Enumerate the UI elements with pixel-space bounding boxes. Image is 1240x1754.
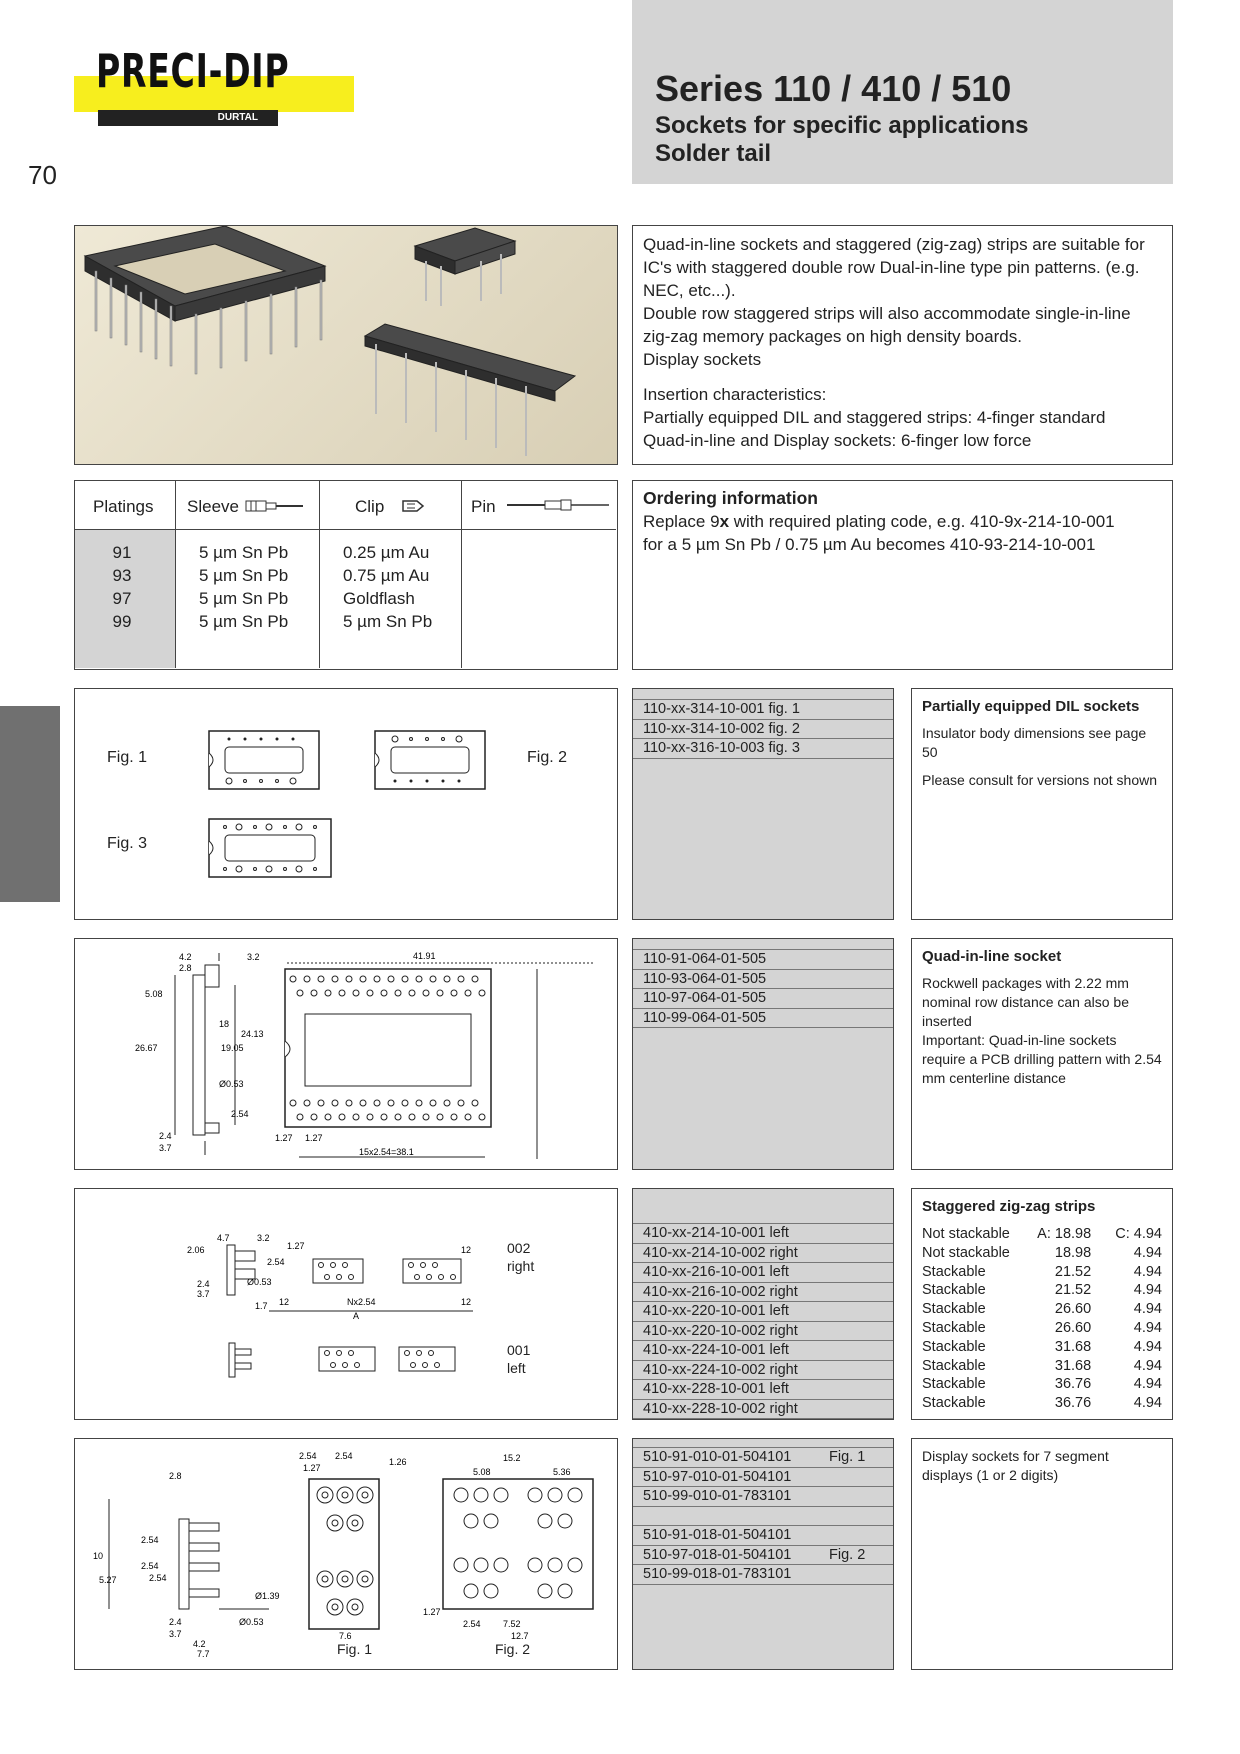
section1-title: Partially equipped DIL sockets [922,698,1140,715]
section2-d2: Important: Quad-in-line sockets require a PCB drilling pattern with 2.54 mm centerline distance [922,1032,1162,1086]
code-row: 410-xx-214-10-001 left [633,1223,893,1244]
dim-label: 10 [93,1551,104,1561]
qil-top-view [275,949,615,1169]
fig-ref: Fig. 1 [829,1449,866,1465]
spec-c: 4.94 [1133,1319,1162,1336]
spec-label: Stackable [922,1338,986,1355]
label-001: 001 [507,1342,531,1358]
dim-label: Ø0.53 [247,1277,272,1287]
dim-label: 4.2 [179,952,192,962]
code-text: 510-99-018-01-783101 [643,1566,792,1582]
header-clip: Clip [355,497,385,516]
dim-label: 12 [279,1297,290,1307]
code-row [633,1468,893,1488]
dim-label: 2.54 [299,1451,317,1461]
label-right: right [507,1258,535,1274]
dim-label: 3.7 [159,1143,172,1153]
section1-figure-box [74,688,618,920]
dim-label: 24.13 [241,1029,264,1039]
header-sleeve: Sleeve [187,497,239,516]
ordering-text: Replace 9 [643,512,720,531]
code-row: 110-97-064-01-505 [633,989,893,1009]
plating-clip: 0.25 µm Au [343,543,430,562]
dim-label: 4.2 [193,1639,206,1649]
dim-label: 1.27 [423,1607,441,1617]
dim-label: 12 [461,1245,472,1255]
section2-codes [632,938,894,1170]
code-row [633,1526,893,1546]
dim-label: 15.2 [503,1453,521,1463]
spec-row [922,1375,1162,1394]
spec-label: Stackable [922,1376,986,1393]
code-text: 510-97-018-01-504101 [643,1546,792,1563]
code-row: 410-xx-216-10-002 right [633,1283,893,1303]
dim-label: 1.27 [303,1463,321,1473]
spec-c: 4.94 [1133,1357,1162,1374]
table-divider [75,529,616,530]
code-row: 410-xx-224-10-001 left [633,1341,893,1361]
dim-label: 2.8 [179,963,192,973]
dim-label: 19.05 [221,1043,244,1053]
spec-label: Stackable [922,1263,986,1280]
code-row [633,1487,893,1507]
section1-codes [632,688,894,920]
plating-code: 97 [112,589,132,608]
spec-row [922,1225,1162,1244]
spec-c: 4.94 [1133,1282,1162,1299]
dim-label: 1.7 [255,1301,268,1311]
code-row [633,1447,893,1468]
dim-label: 5.36 [553,1467,571,1477]
intro-p5: Partially equipped DIL and staggered strips: 4-finger standard [643,408,1106,427]
code-row: 110-91-064-01-505 [633,949,893,970]
pin-icon [505,498,613,512]
code-row: 410-xx-224-10-002 right [633,1361,893,1381]
spec-a: 18.98 [1054,1244,1092,1261]
intro-panel [632,225,1173,465]
side-tab [0,706,60,902]
spec-c: 4.94 [1133,1263,1162,1280]
fig1-label: Fig. 1 [107,749,148,766]
spec-a: 21.52 [1054,1263,1092,1280]
section3-codes [632,1188,894,1420]
section4-desc [911,1438,1173,1670]
dim-label: 2.4 [169,1617,182,1627]
spec-a: 26.60 [1054,1319,1092,1336]
plating-sleeve: 5 µm Sn Pb [199,543,289,562]
dim-label: 2.54 [267,1257,285,1267]
qil-side-view [135,945,275,1165]
spec-a: 36.76 [1054,1376,1092,1393]
spec-a: 26.60 [1054,1301,1092,1318]
section2-title: Quad-in-line socket [922,948,1062,965]
product-photo [74,225,618,465]
spec-label: Stackable [922,1395,986,1412]
dim-label: 7.52 [503,1619,521,1629]
ordering-x: x [719,512,730,531]
plating-clip: 5 µm Sn Pb [343,612,433,631]
code-row: 410-xx-216-10-001 left [633,1263,893,1283]
spec-row [922,1338,1162,1357]
spec-row [922,1263,1162,1282]
brand-sub: DURTAL [98,110,278,126]
spec-c: 4.94 [1133,1301,1162,1318]
spec-label: Stackable [922,1301,986,1318]
section3-title: Staggered zig-zag strips [922,1198,1096,1215]
dim-label: 2.8 [169,1471,182,1481]
dim-label: Ø0.53 [239,1617,264,1627]
plating-sleeve: 5 µm Sn Pb [199,589,289,608]
spec-c: 4.94 [1133,1338,1162,1355]
code-row: 410-xx-214-10-002 right [633,1244,893,1264]
fig2-label: Fig. 2 [527,749,568,766]
dim-label: 2.06 [187,1245,205,1255]
display-side-view [89,1459,289,1659]
code-text: 510-91-018-01-504101 [643,1527,792,1543]
socket-photo-illustration [75,226,616,463]
section1-d1: Insulator body dimensions see page 50 [922,725,1147,760]
section2-d1: Rockwell packages with 2.22 mm nominal row distance can also be inserted [922,975,1130,1029]
fig1-label: Fig. 1 [337,1641,373,1657]
spec-row [922,1319,1162,1338]
dim-label: 26.67 [135,1043,158,1053]
intro-p2: Double row staggered strips will also accommodate single-in-line zig-zag memory packages on high density boards. [643,304,1131,346]
code-row: 110-xx-316-10-003 fig. 3 [633,739,893,759]
dim-label: 2.54 [141,1535,159,1545]
intro-p1: Quad-in-line sockets and staggered (zig-zag) strips are suitable for IC's with staggered double row Dual-in-line type pin patterns. (e.g. NEC, etc...). [643,235,1145,300]
platings-table [74,480,618,670]
dim-label: 2.54 [463,1619,481,1629]
display-fig2 [423,1449,613,1639]
code-row: 410-xx-228-10-002 right [633,1400,893,1420]
spec-label: Not stackable [922,1244,1010,1261]
sleeve-icon [245,499,305,513]
dim-label: 7.6 [339,1631,352,1639]
plating-row [75,610,616,633]
section4-figure-box [74,1438,618,1670]
spec-row [922,1244,1162,1263]
fig2-label: Fig. 2 [495,1641,531,1657]
code-row: 110-93-064-01-505 [633,970,893,990]
dim-label: 12.7 [511,1631,529,1639]
section1-desc [911,688,1173,920]
dim-label: A [353,1311,360,1321]
code-row [633,1507,893,1527]
spec-label: Stackable [922,1282,986,1299]
section1-d2: Please consult for versions not shown [922,772,1158,788]
dim-label: 2.54 [149,1573,167,1583]
section2-desc [911,938,1173,1170]
plating-row [75,587,616,610]
dim-label: 5.27 [99,1575,117,1585]
dim-label: 1.27 [275,1133,293,1143]
clip-icon [401,498,425,514]
dim-label: 7.7 [197,1649,210,1659]
dim-label: 5.08 [145,989,163,999]
ordering-line2: for a 5 µm Sn Pb / 0.75 µm Au becomes 410-93-214-10-001 [643,535,1096,554]
code-row: 110-99-064-01-505 [633,1009,893,1029]
dim-label: 1.27 [305,1133,323,1143]
fig2-drawing [373,729,495,791]
plating-clip: Goldflash [343,589,415,608]
page-title: Series 110 / 410 / 510 [655,68,1012,109]
code-row: 410-xx-228-10-001 left [633,1380,893,1400]
intro-p3: Display sockets [643,350,762,369]
dim-label: 15x2.54=38.1 [359,1147,414,1157]
plating-code: 99 [112,612,132,631]
zigzag-drawing [187,1233,487,1403]
brand-logo: PRECI-DIP [96,44,290,98]
spec-c: 4.94 [1133,1395,1162,1412]
dim-label: 12 [461,1297,472,1307]
code-row: 410-xx-220-10-001 left [633,1302,893,1322]
dim-label: Ø0.53 [219,1079,244,1089]
header-platings: Platings [93,497,154,516]
section4-codes [632,1438,894,1670]
ordering-title: Ordering information [643,488,818,508]
fig3-drawing [207,817,337,879]
code-row [633,1565,893,1585]
plating-row [75,564,616,587]
dim-label: 3.7 [197,1289,210,1299]
plating-code: 91 [112,543,132,562]
code-row: 410-xx-220-10-002 right [633,1322,893,1342]
dim-label: 3.2 [257,1233,270,1243]
dim-label: 2.54 [231,1109,249,1119]
dim-label: 1.26 [389,1457,407,1467]
spec-a: 36.76 [1054,1395,1092,1412]
dim-label: 2.4 [159,1131,172,1141]
label-left: left [507,1360,526,1376]
plating-sleeve: 5 µm Sn Pb [199,566,289,585]
code-row [633,1546,893,1566]
section2-figure-box [74,938,618,1170]
ordering-line1 [643,510,1162,533]
dim-label: 41.91 [413,951,436,961]
code-text: 510-97-010-01-504101 [643,1468,792,1485]
code-text: 510-91-010-01-504101 [643,1449,792,1465]
code-text: 510-99-010-01-783101 [643,1488,792,1504]
section3-desc [911,1188,1173,1420]
header-pin: Pin [471,497,496,516]
spec-row [922,1394,1162,1413]
spec-label: Stackable [922,1357,986,1374]
subtitle-1: Sockets for specific applications [655,112,1029,139]
intro-p4: Insertion characteristics: [643,385,827,404]
spec-a: 31.68 [1054,1338,1092,1355]
plating-sleeve: 5 µm Sn Pb [199,612,289,631]
code-row: 110-xx-314-10-002 fig. 2 [633,720,893,740]
spec-c: C: 4.94 [1115,1226,1162,1242]
spec-a: 21.52 [1054,1282,1092,1299]
page-number: 70 [28,160,57,190]
ordering-panel [632,480,1173,670]
dim-label: Nx2.54 [347,1297,376,1307]
dim-label: 3.7 [169,1629,182,1639]
dim-label: 2.4 [197,1279,210,1289]
dim-label: 2.54 [141,1561,159,1571]
section4-description: Display sockets for 7 segment displays (1 or 2 digits) [922,1448,1109,1483]
dim-label: 5.08 [473,1467,491,1477]
fig3-label: Fig. 3 [107,835,148,852]
spec-label: Not stackable [922,1226,1010,1242]
dim-label: 1.27 [287,1241,305,1251]
spec-c: 4.94 [1133,1244,1162,1261]
label-002: 002 [507,1240,531,1256]
code-row: 110-xx-314-10-001 fig. 1 [633,699,893,720]
dim-label: 3.2 [247,952,260,962]
section3-figure-box [74,1188,618,1420]
spec-c: 4.94 [1133,1376,1162,1393]
spec-row [922,1281,1162,1300]
spec-a: A: 18.98 [1037,1226,1092,1242]
spec-row [922,1357,1162,1376]
spec-a: 31.68 [1054,1357,1092,1374]
plating-code: 93 [112,566,132,585]
plating-clip: 0.75 µm Au [343,566,430,585]
dim-label: Ø1.39 [255,1591,280,1601]
fig-ref: Fig. 2 [829,1546,866,1563]
spec-row [922,1300,1162,1319]
subtitle-2: Solder tail [655,140,772,167]
dim-label: 18 [219,1019,230,1029]
platings-rows [75,541,616,633]
fig1-drawing [207,729,337,791]
plating-row [75,541,616,564]
ordering-text: with required plating code, e.g. 410-9x-214-10-001 [729,512,1115,531]
dim-label: 4.7 [217,1233,230,1243]
spec-label: Stackable [922,1319,986,1336]
dim-label: 2.54 [335,1451,353,1461]
intro-p6: Quad-in-line and Display sockets: 6-finger low force [643,431,1032,450]
